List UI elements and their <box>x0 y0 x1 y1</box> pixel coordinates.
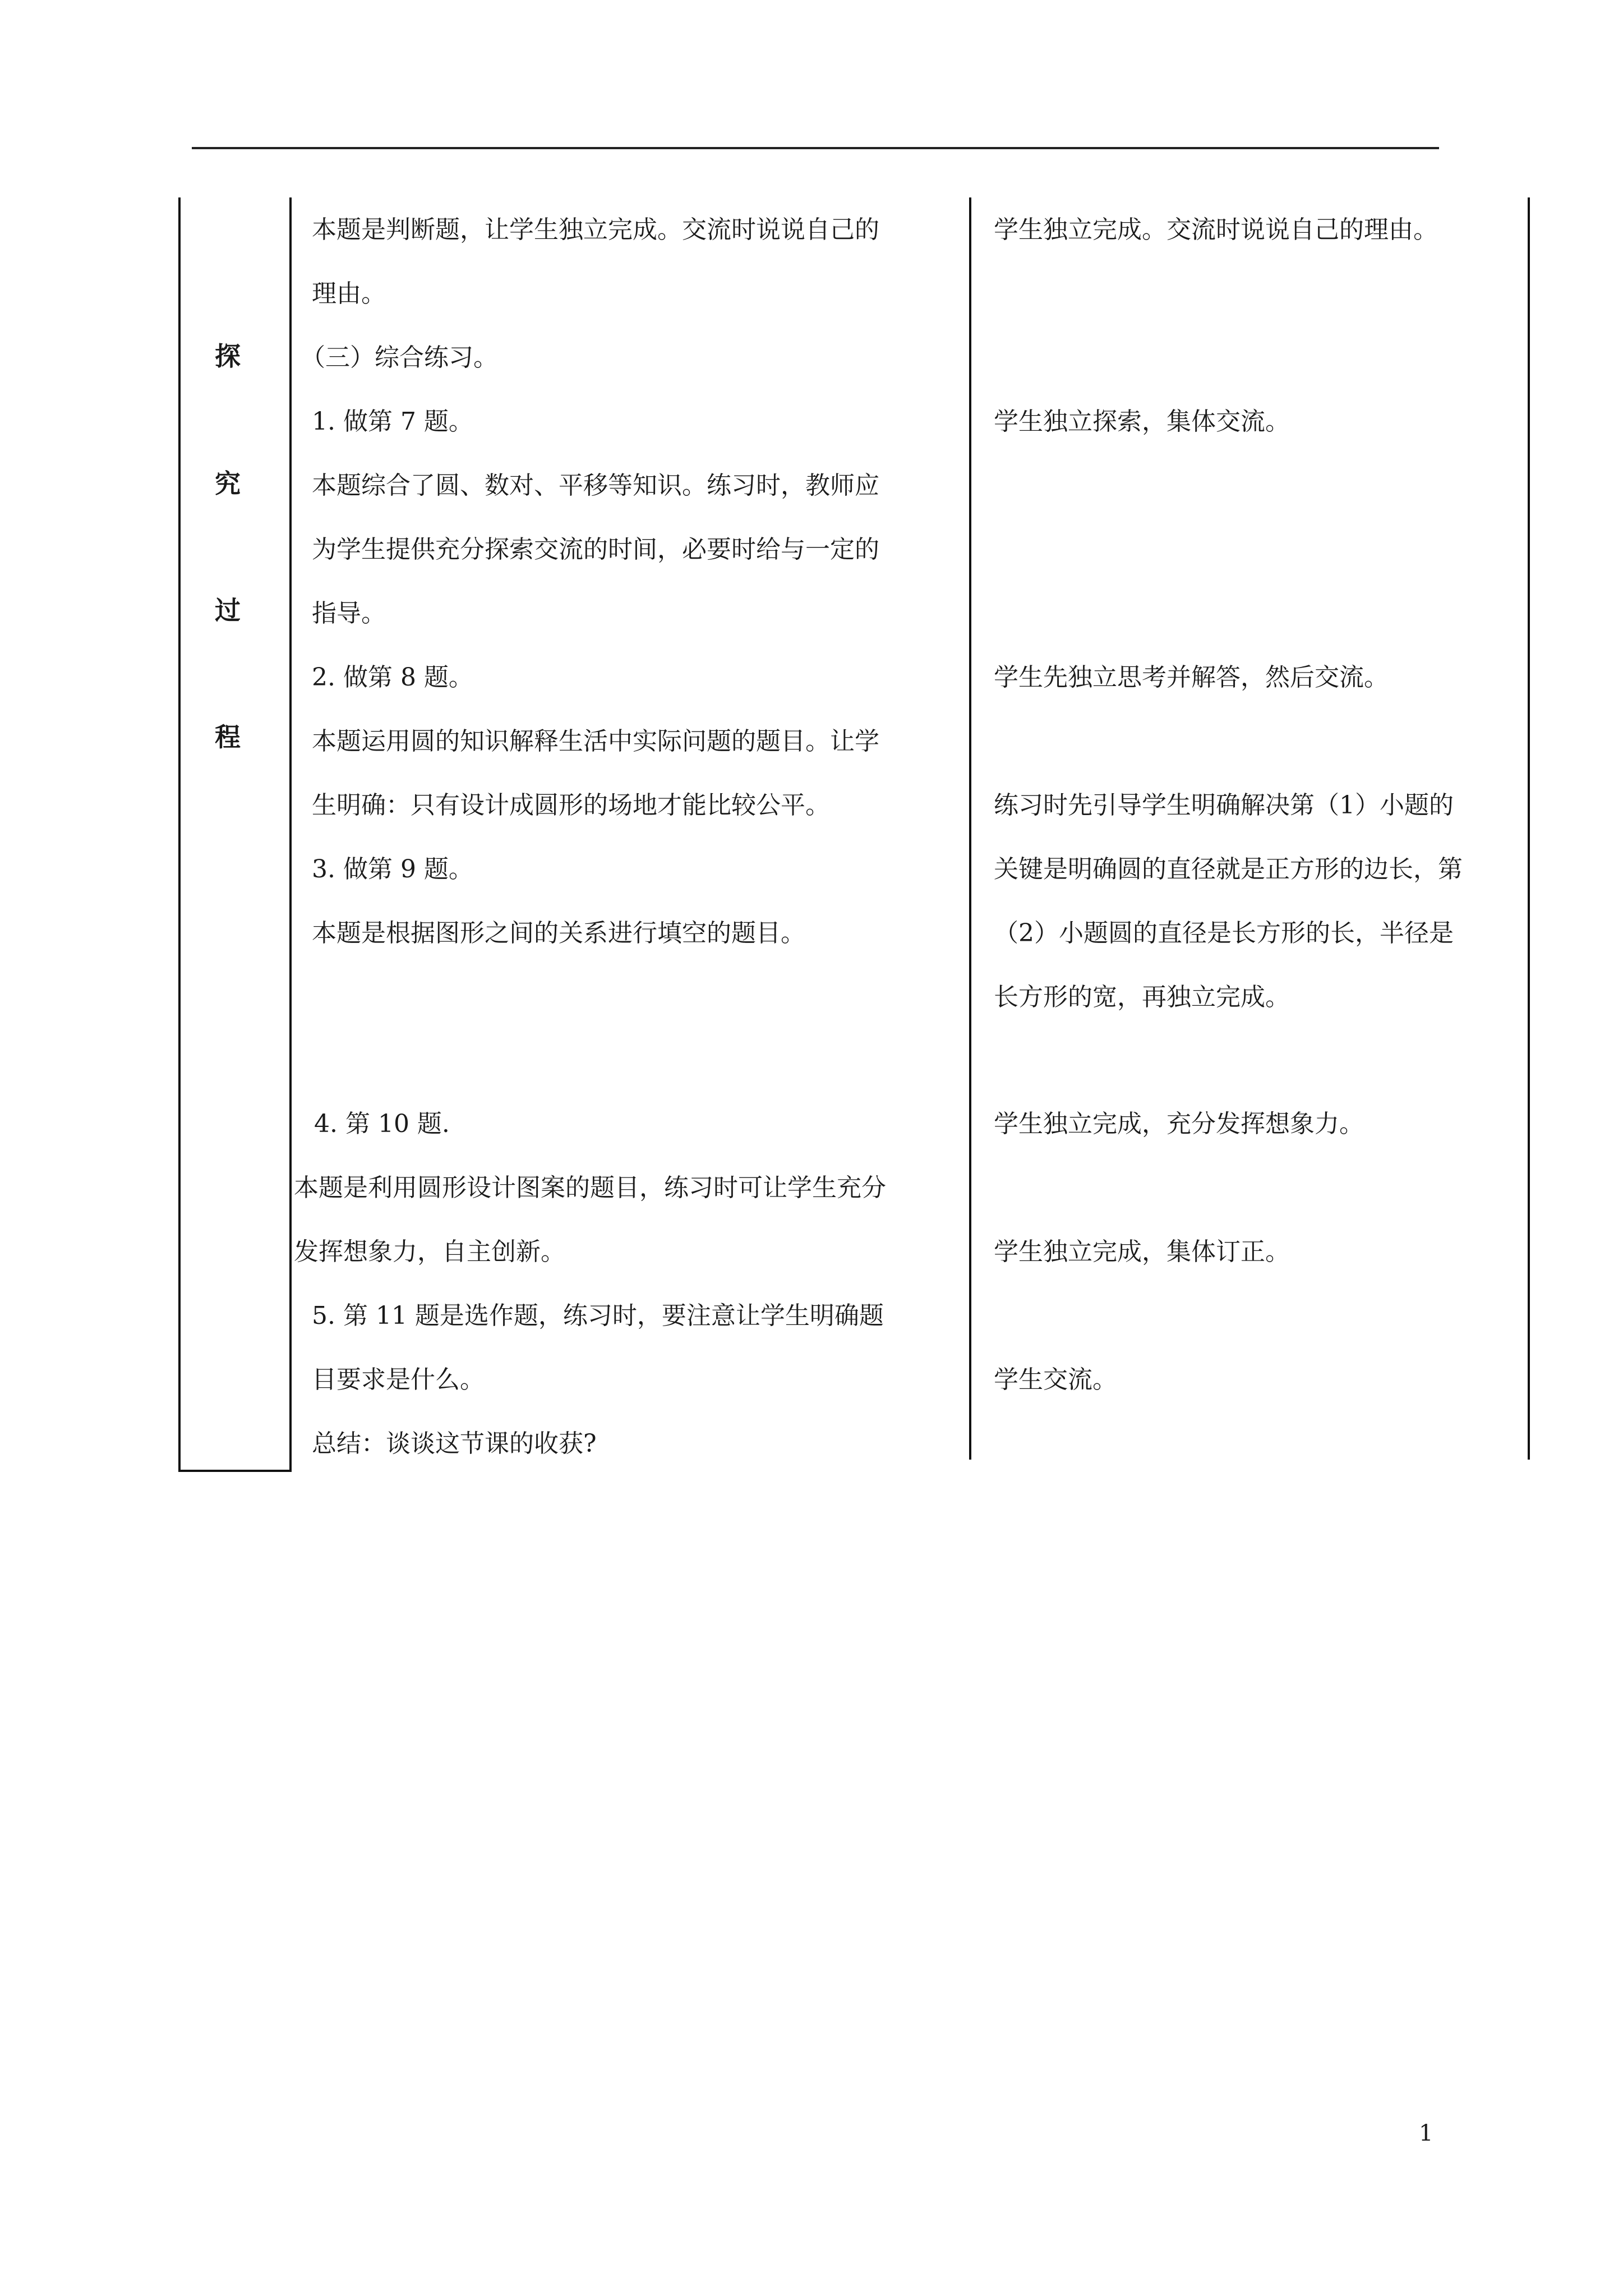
page-number: 1 <box>1419 2120 1433 2146</box>
header-rule <box>192 147 1439 149</box>
teacher-text-line: 本题是利用圆形设计图案的题目，练习时可让学生充分 <box>294 1174 886 1202</box>
student-text-line: 学生独立完成。交流时说说自己的理由。 <box>994 215 1438 244</box>
student-text-line: 学生独立完成，集体订正。 <box>994 1237 1290 1266</box>
student-text-line: 学生独立完成，充分发挥想象力。 <box>994 1110 1364 1138</box>
student-text-line: 学生独立探索，集体交流。 <box>994 407 1290 436</box>
table-right-border <box>1528 197 1530 1460</box>
label-column-divider <box>289 197 292 1472</box>
teacher-text-line: 发挥想象力，自主创新。 <box>294 1237 565 1266</box>
section-label-char: 程 <box>215 722 241 752</box>
section-label-char: 探 <box>215 341 241 371</box>
student-text-line: 长方形的宽，再独立完成。 <box>994 983 1290 1011</box>
student-text-line: 练习时先引导学生明确解决第（1）小题的 <box>994 791 1454 820</box>
student-text-line: 学生先独立思考并解答，然后交流。 <box>994 663 1389 692</box>
teacher-text-line: 本题是根据图形之间的关系进行填空的题目。 <box>312 919 805 947</box>
student-text-line: 关键是明确圆的直径就是正方形的边长，第 <box>994 855 1463 884</box>
label-cell-bottom-border <box>178 1470 292 1472</box>
teacher-text-line: 1. 做第 7 题。 <box>312 407 473 436</box>
student-text-line: （2）小题圆的直径是长方形的长，半径是 <box>994 919 1454 947</box>
teacher-text-line: 2. 做第 8 题。 <box>312 663 473 692</box>
teacher-text-line: 本题是判断题，让学生独立完成。交流时说说自己的 <box>312 215 879 244</box>
table-left-border <box>178 197 181 1472</box>
teacher-text-line: 指导。 <box>312 599 386 628</box>
teacher-text-line: 生明确：只有设计成圆形的场地才能比较公平。 <box>312 791 830 820</box>
teacher-text-line: 本题运用圆的知识解释生活中实际问题的题目。让学 <box>312 727 879 756</box>
content-column-divider <box>969 197 971 1460</box>
section-label-char: 过 <box>215 595 241 625</box>
teacher-text-line: 本题综合了圆、数对、平移等知识。练习时，教师应 <box>312 471 879 500</box>
teacher-text-line: 4. 第 10 题. <box>314 1110 450 1138</box>
teacher-text-line: 目要求是什么。 <box>312 1365 485 1394</box>
student-text-line: 学生交流。 <box>994 1365 1117 1394</box>
teacher-text-line: 5. 第 11 题是选作题，练习时，要注意让学生明确题 <box>312 1301 884 1330</box>
teacher-text-line: 为学生提供充分探索交流的时间，必要时给与一定的 <box>312 535 879 564</box>
teacher-text-line: 3. 做第 9 题。 <box>312 855 473 884</box>
teacher-text-line: （三）综合练习。 <box>301 343 498 372</box>
section-label-char: 究 <box>215 468 241 499</box>
teacher-text-line: 理由。 <box>312 279 386 308</box>
teacher-text-line: 总结：谈谈这节课的收获? <box>312 1429 597 1458</box>
